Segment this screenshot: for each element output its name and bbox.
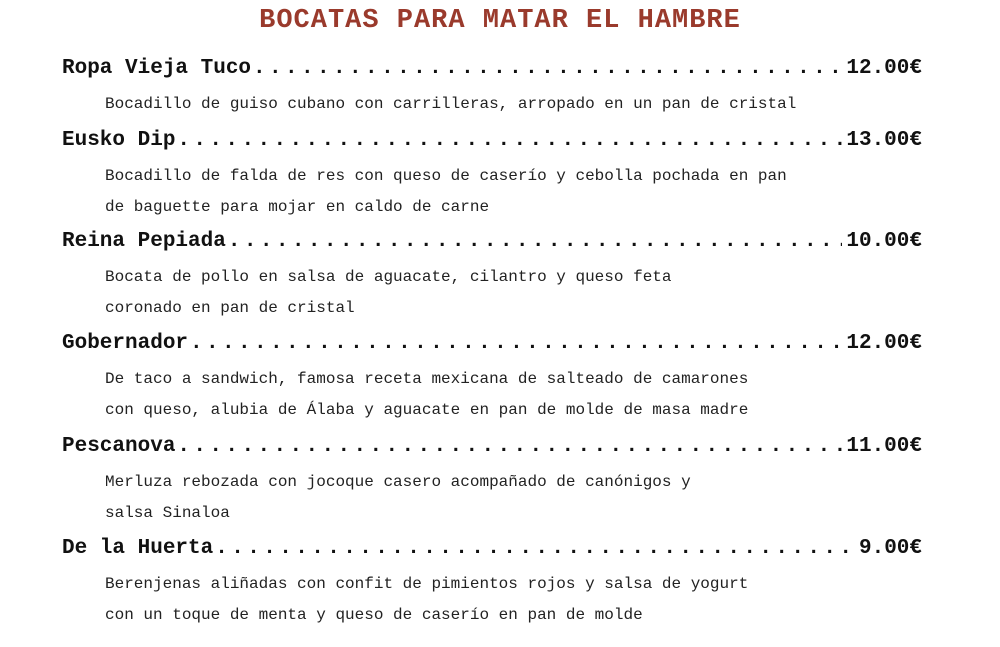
item-name: Pescanova [62, 435, 176, 458]
item-price: 12.00€ [846, 57, 922, 80]
item-price: 12.00€ [846, 332, 922, 355]
dot-leader [177, 432, 842, 462]
item-price: 10.00€ [846, 230, 922, 253]
item-name: De la Huerta [62, 537, 214, 560]
dot-leader [190, 329, 842, 359]
description-line: Merluza rebozada con jocoque casero acompañado de canónigos y [105, 473, 691, 491]
item-description [105, 467, 905, 529]
description-line: coronado en pan de cristal [105, 299, 355, 317]
description-line: Bocadillo de guiso cubano con carrilleras, arropado en un pan de cristal [105, 95, 797, 113]
menu-item [62, 54, 922, 84]
menu-item [62, 227, 922, 257]
dot-leader [177, 126, 842, 156]
description-line: Bocadillo de falda de res con queso de caserío y cebolla pochada en pan [105, 167, 787, 185]
menu-title: BOCATAS PARA MATAR EL HAMBRE [259, 6, 741, 36]
item-name: Eusko Dip [62, 129, 176, 152]
item-price: 11.00€ [846, 435, 922, 458]
menu-item [62, 126, 922, 156]
description-line: Berenjenas aliñadas con confit de pimientos rojos y salsa de yogurt [105, 575, 749, 593]
description-line: de baguette para mojar en caldo de carne [105, 198, 490, 216]
item-name: Reina Pepiada [62, 230, 226, 253]
dot-leader [228, 227, 843, 257]
item-name: Ropa Vieja Tuco [62, 57, 252, 80]
menu-item [62, 329, 922, 359]
item-price: 13.00€ [846, 129, 922, 152]
description-line: con queso, alubia de Álaba y aguacate en pan de molde de masa madre [105, 401, 749, 419]
dot-leader [215, 534, 855, 564]
dot-leader [253, 54, 842, 84]
description-line: con un toque de menta y queso de caserío en pan de molde [105, 606, 643, 624]
item-name: Gobernador [62, 332, 189, 355]
item-description [105, 161, 905, 223]
menu-item [62, 534, 922, 564]
item-description [105, 569, 905, 631]
item-description [105, 262, 905, 324]
description-line: De taco a sandwich, famosa receta mexicana de salteado de camarones [105, 370, 749, 388]
menu-item [62, 432, 922, 462]
item-description [105, 89, 905, 120]
description-line: salsa Sinaloa [105, 504, 230, 522]
description-line: Bocata de pollo en salsa de aguacate, cilantro y queso feta [105, 268, 672, 286]
item-price: 9.00€ [858, 537, 922, 560]
item-description [105, 364, 905, 426]
